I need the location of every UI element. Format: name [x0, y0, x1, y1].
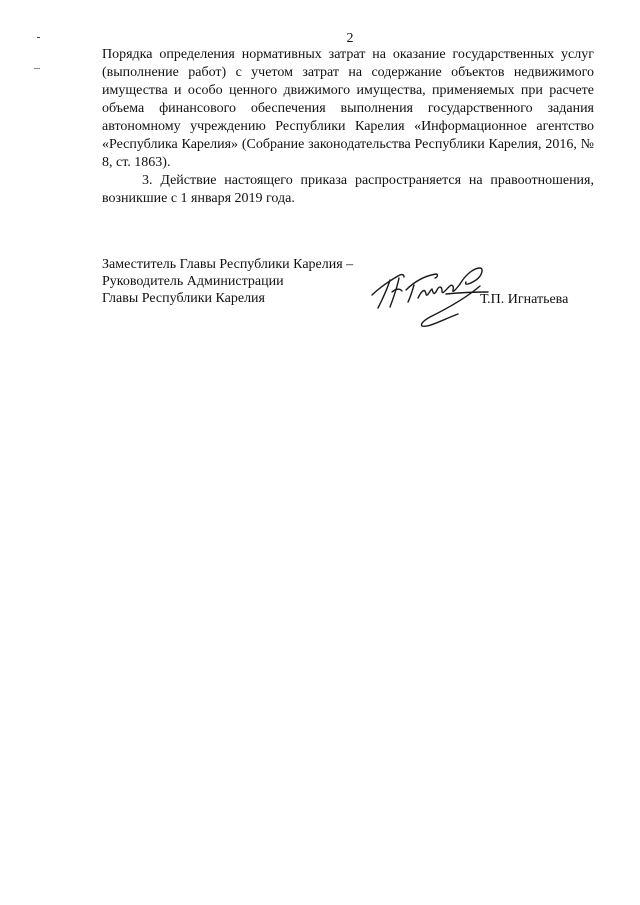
position-line: Главы Республики Карелия: [102, 291, 265, 306]
signatory-position: [102, 256, 362, 307]
document-body: [102, 46, 594, 208]
paragraph-continuation: Порядка определения нормативных затрат на оказание государственных услуг (выполнение работ) с учетом затрат на содержание объектов недвижимого имущества и особо ценного движимого имущества, применяемых при расчете объема финансового обеспечения выполнения государственного задания автономному учреждению Республики Карелия «Информационное агентство «Республика Карелия» (Собрание законодательства Республики Карелия, 2016, № 8, ст. 1863).: [102, 47, 594, 170]
paragraph-item-3: 3. Действие настоящего приказа распространяется на правоотношения, возникшие с 1 января 2019 года.: [102, 173, 594, 206]
page-number: 2: [346, 31, 354, 46]
scan-artifact-mark: [34, 68, 40, 69]
position-line: Заместитель Главы Республики Карелия –: [102, 257, 354, 272]
signer-name: Т.П. Игнатьева: [480, 292, 569, 307]
position-line: Руководитель Администрации: [102, 274, 284, 289]
